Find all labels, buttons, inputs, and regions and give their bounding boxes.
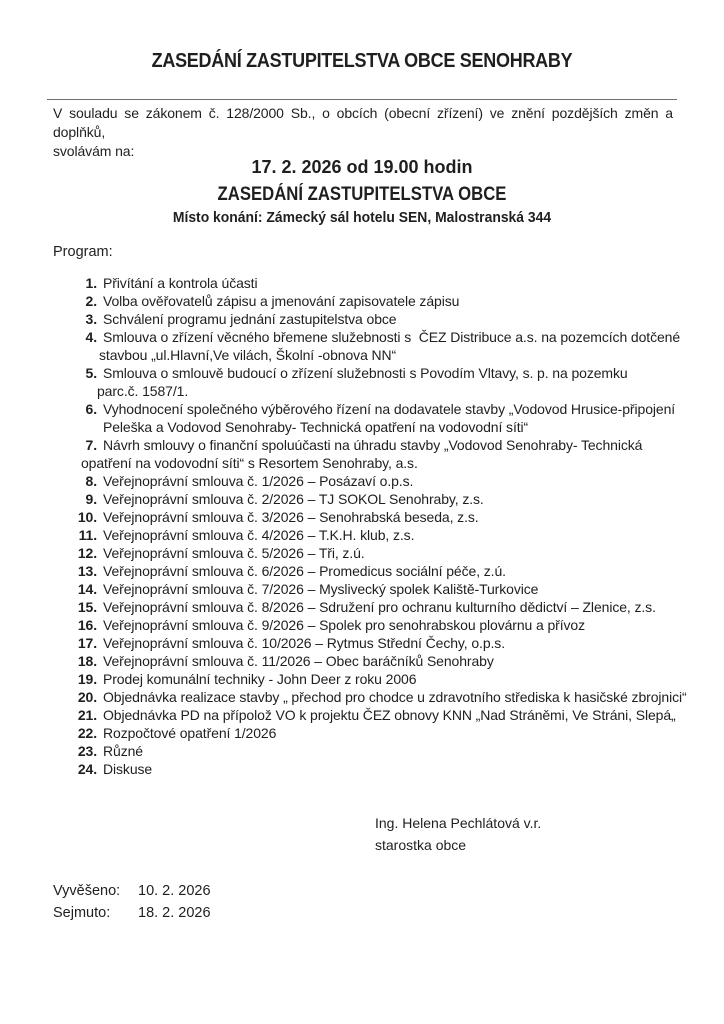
- program-item-continuation: parc.č. 1587/1.: [97, 383, 189, 399]
- program-item-number: 7.: [85, 437, 97, 453]
- program-item: [77, 562, 717, 580]
- meeting-heading: ZASEDÁNÍ ZASTUPITELSTVA OBCE: [217, 184, 507, 205]
- program-item-number: 12.: [77, 545, 97, 561]
- program-list: [77, 274, 717, 778]
- program-item-text: Rozpočtové opatření 1/2026: [103, 725, 277, 741]
- program-item: [77, 490, 717, 508]
- program-item-text: Návrh smlouvy o finanční spoluúčasti na úhradu stavby „Vodovod Senohraby- Technická: [103, 437, 643, 453]
- program-item-text: Veřejnoprávní smlouva č. 4/2026 – T.K.H. klub, z.s.: [103, 527, 415, 543]
- program-item: [77, 526, 717, 544]
- program-item: [77, 472, 717, 490]
- program-item-number: 5.: [85, 365, 97, 381]
- program-item-number: 16.: [77, 617, 97, 633]
- removed-date: 18. 2. 2026: [138, 905, 211, 921]
- program-item-text: Veřejnoprávní smlouva č. 2/2026 – TJ SOKOL Senohraby, z.s.: [103, 491, 484, 507]
- program-item-text: Různé: [103, 743, 143, 759]
- program-item-number: 18.: [77, 653, 97, 669]
- program-item-number: 15.: [77, 599, 97, 615]
- program-item: [77, 436, 717, 454]
- program-item-text: Veřejnoprávní smlouva č. 1/2026 – Posázaví o.p.s.: [103, 473, 414, 489]
- program-item-number: 21.: [77, 707, 97, 723]
- program-item-number: 22.: [77, 725, 97, 741]
- program-item: [77, 616, 717, 634]
- program-item-number: 4.: [85, 329, 97, 345]
- program-item: [77, 634, 717, 652]
- program-item-text: Smlouva o smlouvě budoucí o zřízení služebnosti s Povodím Vltavy, s. p. na pozemku: [103, 365, 628, 381]
- program-item: [77, 508, 717, 526]
- program-item-text: Veřejnoprávní smlouva č. 10/2026 – Rytmus Střední Čechy, o.p.s.: [103, 635, 505, 651]
- signature-name: Ing. Helena Pechlátová v.r.: [375, 815, 542, 831]
- program-item-text: Objednávka PD na přípolož VO k projektu ČEZ obnovy KNN „Nad Stráněmi, Ve Stráni, Slepá„: [103, 707, 676, 723]
- program-item: [77, 652, 717, 670]
- document-title: ZASEDÁNÍ ZASTUPITELSTVA OBCE SENOHRABY: [151, 50, 573, 72]
- program-item: [77, 328, 717, 346]
- posted-row: [53, 880, 211, 902]
- program-item-continuation: Peleška a Vodovod Senohraby- Technická opatření na vodovodní síti“: [103, 419, 529, 435]
- program-item: [77, 292, 717, 310]
- program-item-text: Prodej komunální techniky - John Deer z roku 2006: [103, 671, 417, 687]
- program-item: [77, 400, 717, 418]
- program-item: [77, 742, 717, 760]
- program-item-text: Objednávka realizace stavby „ přechod pro chodce u zdravotního střediska k hasičské zbrojnici“: [103, 689, 687, 705]
- program-item: [77, 706, 717, 724]
- program-item-number: 14.: [77, 581, 97, 597]
- program-item-text: Veřejnoprávní smlouva č. 11/2026 – Obec baráčníků Senohraby: [103, 653, 494, 669]
- intro-line: V souladu se zákonem č. 128/2000 Sb., o obcích (obecní zřízení) ve znění pozdějších změn a doplňků,: [53, 105, 673, 140]
- horizontal-rule: [47, 99, 677, 100]
- program-item: [77, 760, 717, 778]
- program-item: [77, 688, 717, 706]
- posted-label: Vyvěšeno:: [53, 883, 121, 899]
- program-item-text: Veřejnoprávní smlouva č. 9/2026 – Spolek pro senohrabskou plovárnu a přívoz: [103, 617, 586, 633]
- removed-row: [53, 902, 211, 924]
- program-item-text: Přivítání a kontrola účasti: [103, 275, 258, 291]
- program-item-text: Smlouva o zřízení věcného břemene služebnosti s ČEZ Distribuce a.s. na pozemcích dotčené: [103, 329, 681, 345]
- program-item-number: 1.: [85, 275, 97, 291]
- meeting-place: Místo konání: Zámecký sál hotelu SEN, Malostranská 344: [172, 210, 552, 226]
- removed-label: Sejmuto:: [53, 905, 111, 921]
- program-item-number: 10.: [77, 509, 97, 525]
- program-item-number: 20.: [77, 689, 97, 705]
- program-item-number: 17.: [77, 635, 97, 651]
- program-item-number: 3.: [85, 311, 97, 327]
- program-item-number: 6.: [85, 401, 97, 417]
- program-item: [77, 274, 717, 292]
- program-item-number: 23.: [77, 743, 97, 759]
- intro-line: svolávám na:: [53, 143, 135, 159]
- program-item-text: Diskuse: [103, 761, 153, 777]
- program-item-text: Schválení programu jednání zastupitelstva obce: [103, 311, 397, 327]
- program-item: [77, 580, 717, 598]
- program-item-number: 19.: [77, 671, 97, 687]
- program-item-continuation: opatření na vodovodní síti“ s Resortem Senohraby, a.s.: [81, 455, 418, 471]
- signature-block: [375, 812, 541, 856]
- program-item-text: Veřejnoprávní smlouva č. 3/2026 – Senohrabská beseda, z.s.: [103, 509, 479, 525]
- program-item-number: 2.: [85, 293, 97, 309]
- program-item-number: 24.: [77, 761, 97, 777]
- program-item: [77, 310, 717, 328]
- program-item-continuation: stavbou „ul.Hlavní,Ve vilách, Školní -obnova NN“: [99, 347, 397, 363]
- program-item: [77, 598, 717, 616]
- meeting-block: [0, 154, 724, 229]
- program-item-number: 9.: [85, 491, 97, 507]
- program-item: [77, 364, 717, 382]
- signature-role: starostka obce: [375, 837, 467, 853]
- program-item: [77, 724, 717, 742]
- program-item: [77, 670, 717, 688]
- program-item-number: 13.: [77, 563, 97, 579]
- meeting-datetime: 17. 2. 2026 od 19.00 hodin: [251, 157, 473, 177]
- program-item-number: 8.: [85, 473, 97, 489]
- posted-date: 10. 2. 2026: [138, 883, 211, 899]
- program-item-number: 11.: [78, 527, 97, 543]
- program-item-text: Veřejnoprávní smlouva č. 8/2026 – Sdružení pro ochranu kulturního dědictví – Zlenice, z.s.: [103, 599, 656, 615]
- program-item-text: Veřejnoprávní smlouva č. 7/2026 – Myslivecký spolek Kaliště-Turkovice: [103, 581, 539, 597]
- program-item-text: Veřejnoprávní smlouva č. 5/2026 – Tři, z.ú.: [103, 545, 365, 561]
- posting-dates-block: [53, 880, 211, 924]
- program-item-text: Veřejnoprávní smlouva č. 6/2026 – Promedicus sociální péče, z.ú.: [103, 563, 506, 579]
- program-item-text: Volba ověřovatelů zápisu a jmenování zapisovatele zápisu: [103, 293, 460, 309]
- program-label: Program:: [53, 244, 113, 260]
- program-item-text: Vyhodnocení společného výběrového řízení na dodavatele stavby „Vodovod Hrusice-připojení: [103, 401, 676, 417]
- program-item: [77, 544, 717, 562]
- intro-paragraph: [53, 104, 673, 161]
